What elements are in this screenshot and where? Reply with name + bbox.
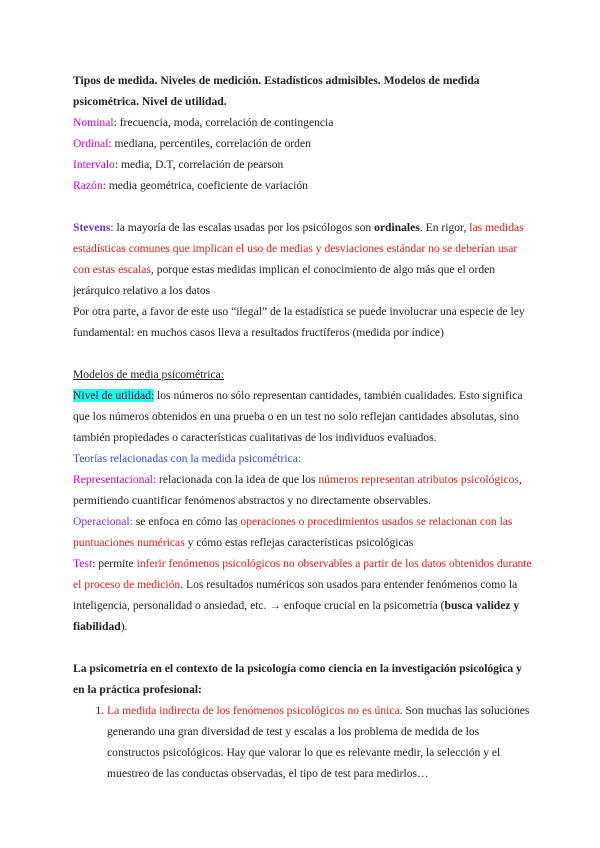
test-bold: busca validez y fiabilidad [73,599,520,633]
level-desc: : media, D.T, correlación de pearson [114,158,284,171]
level-desc: : mediana, percentiles, correlación de orden [108,137,311,150]
test-label: Test [73,557,93,570]
operacional-red: operaciones o procedimientos usados se relacionan con las puntuaciones numéricas [73,515,513,549]
representacional-text: , permitiendo cuantificar fenómenos abstractos y no directamente observables. [73,473,522,507]
page-title: Tipos de medida. Niveles de medición. Estadísticos admisibles. Modelos de medida psicométrica. Nivel de utilidad. [73,74,480,108]
stevens-text: . En rigor, [419,221,470,234]
level-name: Nominal [73,116,114,129]
level-nominal [73,112,533,133]
list-item-red: La medida indirecta de los fenómenos psicológicos no es única [107,704,400,717]
test-text: . Los resultados numéricos son usados para entender fenómenos como la inteligencia, personalidad o ansiedad, etc. → enfoque crucial en la psicometría ( [73,578,518,612]
teorias-heading: Teorías relacionadas con la medida psicométrica: [73,452,302,465]
stevens-text: , porque estas medidas implican el conocimiento de algo más que el orden jerárquico relativo a los datos [73,263,496,297]
test-paragraph [73,553,533,637]
list-item [107,700,533,784]
spacer [73,637,533,658]
utilidad-label: Nivel de utilidad: [73,389,155,402]
list-item-text: . Son muchas las soluciones generando una gran diversidad de test y escalas a los problema de medida de los constructos psicológicos. Hay que valorar lo que es relevante medir, la selección y el muestreo de las conductas observadas, el tipo de test para medirlos… [107,704,530,780]
representacional-label: Representacional: [73,473,157,486]
test-text: ). [120,620,128,633]
stevens-paragraph [73,217,533,301]
stevens-name: Stevens [73,221,111,234]
section2-title: La psicometría en el contexto de la psicología como ciencia en la investigación psicológica y en la práctica profesional: [73,662,522,696]
level-intervalo [73,154,533,175]
otra-parte-paragraph: Por otra parte, a favor de este uso “ilegal” de la estadística se puede involucrar una especie de ley fundamental: en muchos casos lleva a resultados fructíferos (medida por índice) [73,305,525,339]
utilidad-paragraph [73,385,533,448]
level-name: Intervalo [73,158,115,171]
level-desc: : frecuencia, moda, correlación de contingencia [113,116,334,129]
level-ordinal [73,133,533,154]
level-name: Razón [73,179,103,192]
representacional-red: números representan atributos psicológicos [318,473,519,486]
operacional-label: Operacional: [73,515,133,528]
level-razon [73,175,533,196]
operacional-text: y cómo estas reflejas características psicológicas [184,536,414,549]
level-desc: : media geométrica, coeficiente de variación [102,179,308,192]
utilidad-text: los números no sólo representan cantidades, también cualidades. Esto significa que los números obtenidos en una prueba o en un test no solo reflejan cantidades absolutas, sino también propiedades o características cualitativas de los individuos evaluados. [73,389,523,444]
spacer [73,196,533,217]
numbered-list [73,700,533,784]
stevens-red: las medidas estadísticas comunes que implican el uso de medias y desviaciones estándar no se deberían usar con estas escalas [73,221,524,276]
modelos-heading: Modelos de media psicométrica: [73,368,224,381]
representacional-paragraph [73,469,533,511]
test-red: inferir fenómenos psicológicos no observables a partir de los datos obtenidos durante el proceso de medición [73,557,532,591]
operacional-paragraph [73,511,533,553]
representacional-text: relacionada con la idea de que los [156,473,319,486]
spacer [73,343,533,364]
operacional-text: se enfoca en cómo las [132,515,241,528]
stevens-text: : la mayoría de las escalas usadas por los psicólogos son [110,221,375,234]
test-text: : permite [92,557,137,570]
document-page [73,70,533,784]
stevens-bold: ordinales [374,221,420,234]
level-name: Ordinal [73,137,109,150]
